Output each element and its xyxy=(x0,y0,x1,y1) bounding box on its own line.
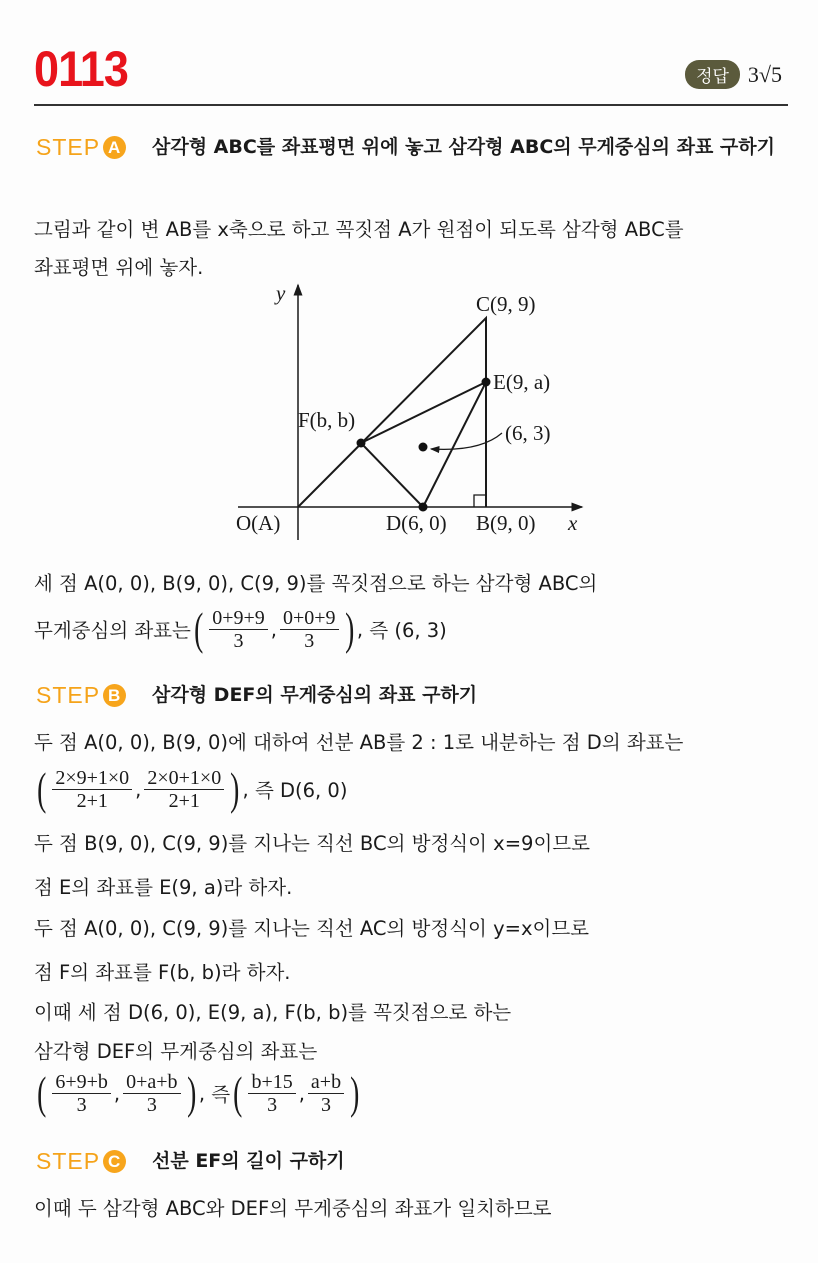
text-line: 좌표평면 위에 놓자. xyxy=(34,256,204,279)
centroid-label: (6, 3) xyxy=(505,421,551,445)
text-line: 이때 세 점 D(6, 0), E(9, a), F(b, b)를 꼭짓점으로 하는 xyxy=(34,1001,512,1024)
answer-value: 3√5 xyxy=(747,61,782,87)
step-b xyxy=(36,682,792,712)
y-label: y xyxy=(276,281,286,305)
x-label: x xyxy=(568,511,578,535)
text-line: 그림과 같이 변 AB를 x축으로 하고 꼭짓점 A가 원점이 되도록 삼각형 ABC를 xyxy=(34,218,684,241)
step-letter: B xyxy=(103,684,126,707)
step-label: STEP xyxy=(36,1148,101,1174)
b-label: B(9, 0) xyxy=(476,511,536,535)
step-title: 삼각형 ABC를 좌표평면 위에 놓고 삼각형 ABC의 무게중심의 좌표 구하기 xyxy=(152,136,775,158)
answer-badge: 정답 xyxy=(685,60,740,89)
text-line: 두 점 A(0, 0), C(9, 9)를 지나는 직선 AC의 방정식이 y=x이므로 xyxy=(34,917,590,940)
o-label: O(A) xyxy=(236,511,281,535)
right-angle-mark xyxy=(474,495,486,507)
d-label: D(6, 0) xyxy=(386,511,447,535)
text-line: ( $\frac{2\times 9+1\times 0}{2+1}$ , $\frac{2\times 0+1\times 0}{2+1}$ ) , 즉 D(6, 0) xyxy=(37,763,348,814)
text-line: ( $\frac{6+9+b}{3}$ , $\frac{0+a+b}{3}$ ) , 즉 ( $\frac{b+15}{3}$ , $\frac{a+b}{3}$ ) xyxy=(37,1067,360,1118)
text-line: 두 점 B(9, 0), C(9, 9)를 지나는 직선 BC의 방정식이 x=9이므로 xyxy=(34,832,590,855)
step-label: STEP xyxy=(36,134,101,160)
text-line: 삼각형 DEF의 무게중심의 좌표는 xyxy=(34,1040,318,1063)
text-line: 무게중심의 좌표는 ( $\frac{0+9+9}{3}$ , $\frac{0+0+9}{3}$ ) , 즉 (6, 3) xyxy=(34,603,447,654)
centroid-arrow xyxy=(431,433,502,449)
point-e xyxy=(482,378,491,387)
step-letter: A xyxy=(103,136,126,159)
e-label: E(9, a) xyxy=(493,370,551,394)
step-label: STEP xyxy=(36,682,101,708)
step-title: 선분 EF의 길이 구하기 xyxy=(152,1150,345,1172)
centroid-point xyxy=(419,443,428,452)
step-title: 삼각형 DEF의 무게중심의 좌표 구하기 xyxy=(152,684,478,706)
problem-number: 0113 xyxy=(34,41,129,97)
step-c xyxy=(36,1148,792,1178)
text-line: 점 E의 좌표를 E(9, a)라 하자. xyxy=(34,876,293,899)
text-line: 점 F의 좌표를 F(b, b)라 하자. xyxy=(34,961,291,984)
text-line: 두 점 A(0, 0), B(9, 0)에 대하여 선분 AB를 2 : 1로 내분하는 점 D의 좌표는 xyxy=(34,731,684,754)
step-letter: C xyxy=(103,1150,126,1173)
text-line: 이때 두 삼각형 ABC와 DEF의 무게중심의 좌표가 일치하므로 xyxy=(34,1197,552,1220)
coordinate-diagram xyxy=(0,0,818,560)
f-label: F(b, b) xyxy=(298,408,356,432)
text-line: 세 점 A(0, 0), B(9, 0), C(9, 9)를 꼭짓점으로 하는 삼각형 ABC의 xyxy=(34,572,598,595)
c-label: C(9, 9) xyxy=(476,292,536,316)
point-f xyxy=(357,439,366,448)
